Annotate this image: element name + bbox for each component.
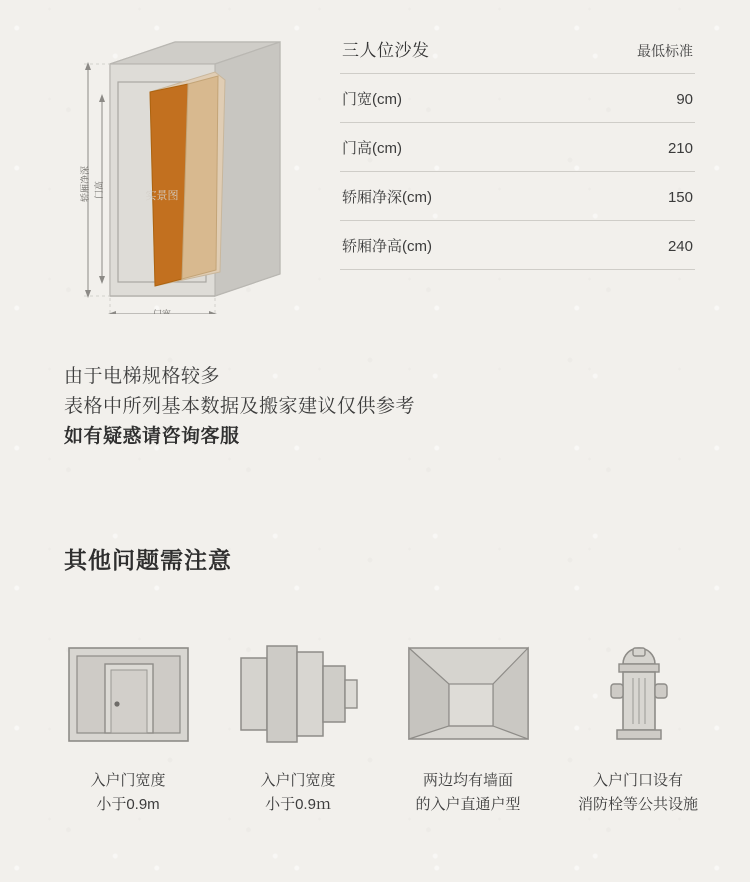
icon-caption [260,769,335,817]
table-row [340,172,695,221]
page-title: 其他问题需注意 [64,547,232,573]
diagram-watermark: 实景图 [145,190,179,202]
spec-row-value: 240 [667,238,693,255]
table-row [340,221,695,270]
spec-row-value: 90 [676,91,693,108]
spec-row-label: 轿厢净高(cm) [342,238,432,255]
list-item [218,636,378,817]
list-item [48,636,208,817]
table-row [340,123,695,172]
spec-row-value: 210 [667,140,693,157]
door-front-icon [61,636,196,751]
diagram-label-height: 门高 [94,180,104,200]
walled-entry-icon [401,636,536,751]
note-line-1: 由于电梯规格较多 [64,366,221,387]
icon-caption [415,769,520,817]
icon-caption-line-1: 入户门宽度 [260,772,336,789]
icon-caption-line-2: 小于0.9ｍ [265,796,331,813]
fire-hydrant-icon [571,636,706,751]
spec-row-label: 门宽(cm) [342,91,402,108]
spec-row-value: 150 [667,189,693,206]
elevator-diagram [70,24,300,314]
diagram-label-depth: 轿厢净深 [80,165,90,203]
icon-caption-line-2: 的入户直通户型 [415,796,521,813]
list-item [388,636,548,817]
spec-table-title: 三人位沙发 [342,41,430,60]
icon-caption [90,769,165,817]
icon-caption-line-1: 入户门口设有 [592,772,683,789]
spec-table-header [340,36,695,74]
icon-caption-line-1: 两边均有墙面 [422,772,513,789]
corridor-icon [231,636,366,751]
list-item [558,636,718,817]
elevator-spec-section [0,0,750,330]
table-row [340,74,695,123]
spec-row-label: 轿厢净深(cm) [342,189,432,206]
elevator-diagram-svg [70,24,300,314]
notes-block [64,362,684,452]
diagram-label-width: 门宽 [152,309,172,314]
icon-caption [578,769,698,817]
spec-table-subtitle: 最低标准 [637,43,693,59]
note-line-2: 表格中所列基本数据及搬家建议仅供参考 [64,396,416,417]
icon-caption-line-2: 消防栓等公共设施 [577,796,698,813]
icon-caption-line-1: 入户门宽度 [90,772,166,789]
icon-caption-line-2: 小于0.9m [96,796,160,813]
spec-table [340,36,695,270]
spec-row-label: 门高(cm) [342,140,402,157]
other-issues-icon-row [48,636,718,817]
note-line-3: 如有疑惑请咨询客服 [64,426,240,447]
